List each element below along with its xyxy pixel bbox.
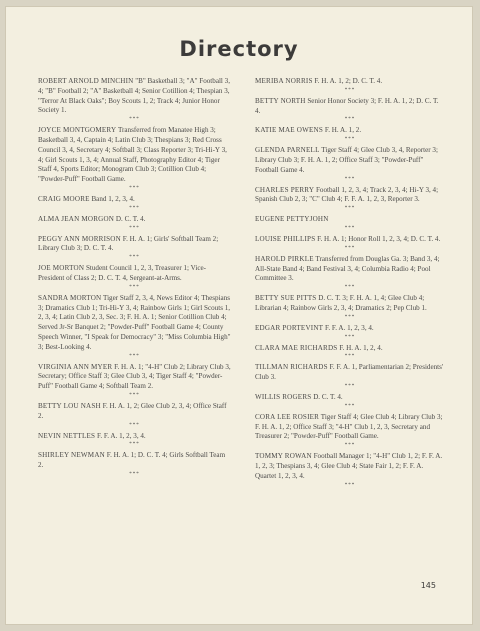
- directory-entry: [255, 393, 445, 403]
- student-activities: F. H. A. 1; "4-H" Club 2; Library Club 3, Secretary; Office Staff 3; Glee Club 3, 4; Tiger Staff 4; "Powder-Puff" Football Game 4; Softball Team 2.: [38, 362, 231, 391]
- student-activities: D. C. T. 3; F. H. A. 1, 4; Glee Club 4; Librarian 4; Rainbow Girls 2, 3, 4; Dramatics 2; Pep Club 1.: [255, 294, 427, 312]
- directory-entry: [38, 126, 231, 185]
- directory-entry: [255, 146, 445, 175]
- student-name: CLARA MAE RICHARDS: [255, 343, 338, 352]
- entry-separator: ***: [344, 225, 356, 231]
- student-activities: F. H. A. 1, 2; Glee Club 2, 3, 4; Office Staff 2.: [38, 401, 227, 420]
- entry-separator: ***: [344, 117, 356, 123]
- directory-entry: [255, 452, 445, 481]
- student-activities: Transferred from Manatee High 3; Basketball 3, 4, Captain 4; Latin Club 3; Thespians 3; Red Cross Council 3, 4, Secretary 4; Softball 3; Class Reporter 3; Tri-Hi-Y 3, 4; Girl Scouts 1, 3, 4; Annual Staff, Photography Editor 4; Tiger Staff 4, Sports Editor; Monogram Club 3; Cotillion Club 4; "Powder-Puff" Football Game.: [38, 126, 227, 184]
- entry-separator: ***: [344, 482, 356, 488]
- page-number: 145: [420, 581, 436, 590]
- entry-separator: ***: [129, 422, 140, 428]
- student-name: SANDRA MORTON: [38, 293, 102, 302]
- student-name: TOMMY ROWAN: [255, 452, 312, 461]
- directory-entry: [255, 324, 445, 334]
- directory-entry: [38, 77, 231, 116]
- student-activities: F. H. A. 1, 2; D. C. T. 4.: [314, 77, 383, 85]
- entry-separator: ***: [129, 284, 140, 290]
- student-name: TILLMAN RICHARDS: [255, 363, 328, 372]
- entry-separator: ***: [129, 185, 140, 191]
- entry-separator: ***: [129, 442, 140, 448]
- student-name: EDGAR PORTEVINT: [255, 323, 324, 332]
- student-activities: F. F. A. 1, Parliamentarian 2; Presidents' Club 3.: [255, 363, 444, 382]
- directory-entry: [255, 215, 445, 225]
- directory-column-left: [38, 77, 231, 481]
- entry-separator: ***: [344, 334, 356, 340]
- student-name: CRAIG MOORE: [38, 194, 90, 203]
- student-name: BETTY NORTH: [255, 96, 306, 105]
- entry-separator: ***: [129, 255, 140, 261]
- student-name: ALMA JEAN MORGON: [38, 214, 115, 223]
- student-name: CHARLES PERRY: [255, 185, 315, 194]
- entry-separator: ***: [344, 245, 356, 251]
- entry-separator: ***: [344, 443, 356, 449]
- entry-separator: ***: [129, 353, 140, 359]
- directory-entry: [255, 413, 445, 442]
- student-activities: Student Council 1, 2, 3, Treasurer 1; Vice-President of Class 2; D. C. T. 4, Sergeant-at-Arms.: [38, 264, 206, 282]
- student-activities: Tiger Staff 2, 3, 4, News Editor 4; Thespians 3; Dramatics Club 1; Tri-Hi-Y 3, 4; Rainbow Girls 1; Girl Scouts 1, 2, 3, 4; Latin Club 2, 3, Sec. 3; F. H. A. 1; Senior Cotillion Club 4; Served Jr-Sr Banquet 2; "Powder-Puff" Football Game 4; County Speech Winner, "I Speak for Democracy" 3; "Miss Columbia High" 3; Best-Looking 4.: [38, 293, 231, 351]
- directory-entry: [38, 235, 231, 255]
- student-activities: F. H. A. 1; D. C. T. 4; Girls Softball Team 2.: [38, 451, 226, 470]
- student-activities: Football 1, 2, 3, 4; Track 2, 3, 4; Hi-Y 3, 4; Spanish Club 2, 3; "C" Club 4; F. F. A. 1, 2, 3, Reporter 3.: [255, 185, 439, 204]
- directory-entry: [255, 186, 445, 206]
- entry-separator: ***: [344, 314, 356, 320]
- directory-entry: [38, 363, 231, 392]
- directory-entry: [255, 294, 445, 314]
- student-activities: F. H. A. 1; Honor Roll 1, 2, 3, 4; D. C. T. 4.: [317, 234, 441, 243]
- entry-separator: ***: [344, 403, 356, 409]
- student-name: LOUISE PHILLIPS: [255, 234, 316, 243]
- student-activities: Band 1, 2, 3, 4.: [91, 194, 135, 203]
- student-name: WILLIS ROGERS: [255, 392, 312, 401]
- entry-separator: ***: [344, 285, 356, 291]
- directory-entry: [38, 432, 231, 442]
- page-title: Directory: [179, 37, 299, 61]
- directory-entry: [38, 264, 231, 284]
- student-activities: F. H. A. 1, 2.: [324, 126, 362, 135]
- student-activities: Football Manager 1; "4-H" Club 1, 2; F. F. A. 1, 2, 3; Thespians 3, 4; Glee Club 4; State Fair 1, 2; F. F. A. Quartet 1, 2, 3, 4.: [255, 452, 443, 480]
- entry-separator: ***: [344, 206, 356, 212]
- directory-entry: [255, 77, 445, 87]
- yearbook-page: [5, 6, 473, 625]
- entry-separator: ***: [344, 354, 356, 360]
- student-name: ROBERT ARNOLD MINCHIN: [38, 77, 134, 85]
- student-activities: F. F. A. 1, 2, 3, 4.: [96, 431, 146, 440]
- directory-entry: [255, 344, 445, 354]
- student-activities: "B" Basketball 3; "A" Football 3, 4; "B" Football 2; "A" Basketball 4; Senior Cotillion 4; Thespian 3, "Terror At Black Oaks"; Boy Scouts 1, 2; Track 4; Junior Honor Society 1.: [38, 77, 230, 115]
- directory-entry: [255, 97, 445, 117]
- student-name: PEGGY ANN MORRISON: [38, 234, 121, 243]
- student-name: HAROLD PIRKLE: [255, 254, 314, 263]
- entry-separator: ***: [129, 225, 140, 231]
- student-name: KATIE MAE OWENS: [255, 126, 324, 135]
- entry-separator: ***: [344, 383, 356, 389]
- entry-separator: ***: [129, 117, 140, 123]
- student-name: EUGENE PETTYJOHN: [255, 215, 329, 224]
- directory-entry: [38, 215, 231, 225]
- student-activities: F. H. A. 1; Girls' Softball Team 2; Library Club 3; D. C. T. 4.: [38, 234, 219, 253]
- student-name: BETTY LOU NASH: [38, 401, 101, 410]
- entry-separator: ***: [129, 205, 140, 211]
- student-name: JOE MORTON: [38, 264, 85, 273]
- directory-entry: [38, 451, 231, 471]
- student-activities: Senior Honor Society 3; F. H. A. 1, 2; D. C. T. 4.: [255, 96, 439, 115]
- student-name: JOYCE MONTGOMERY: [38, 126, 117, 135]
- directory-entry: [38, 195, 231, 205]
- directory-column-right: [255, 77, 445, 492]
- student-activities: Transferred from Douglas Ga. 3; Band 3, 4; All-State Band 4; Band Festival 3, 4; Columbia Radio 4; Pool Committee 3.: [255, 254, 440, 283]
- entry-separator: ***: [129, 471, 140, 477]
- student-name: BETTY SUE PITTS: [255, 294, 317, 303]
- student-name: SHIRLEY NEWMAN: [38, 451, 105, 460]
- student-name: CORA LEE ROSIER: [255, 412, 320, 421]
- student-name: MERIBA NORRIS: [255, 77, 313, 85]
- directory-entry: [38, 402, 231, 422]
- student-activities: F. F. A. 1, 2, 3, 4.: [324, 323, 374, 332]
- directory-entry: [255, 126, 445, 136]
- student-activities: Tiger Staff 4; Glee Club 4; Library Club 3; F. H. A. 1, 2; Office Staff 3; "4-H" Club 1, 2, 3, Secretary and Treasurer 2; "Powder-Puff" Football Game.: [255, 412, 443, 441]
- student-name: VIRGINIA ANN MYER: [38, 362, 113, 371]
- directory-entry: [255, 363, 445, 383]
- entry-separator: ***: [344, 87, 356, 93]
- entry-separator: ***: [344, 137, 356, 143]
- student-name: NEVIN NETTLES: [38, 431, 96, 440]
- student-activities: Tiger Staff 4; Glee Club 3, 4, Reporter 3; Library Club 3; F. H. A. 1, 2; Office Staff 3; "Powder-Puff" Football Game 4.: [255, 146, 438, 174]
- directory-entry: [255, 255, 445, 284]
- student-activities: F. H. A. 1, 2, 4.: [339, 343, 383, 352]
- student-activities: D. C. T. 4.: [313, 392, 343, 401]
- student-activities: D. C. T. 4.: [115, 214, 146, 223]
- entry-separator: ***: [129, 392, 140, 398]
- entry-separator: ***: [344, 176, 356, 182]
- directory-entry: [255, 235, 445, 245]
- directory-entry: [38, 294, 231, 353]
- student-name: GLENDA PARNELL: [255, 146, 320, 155]
